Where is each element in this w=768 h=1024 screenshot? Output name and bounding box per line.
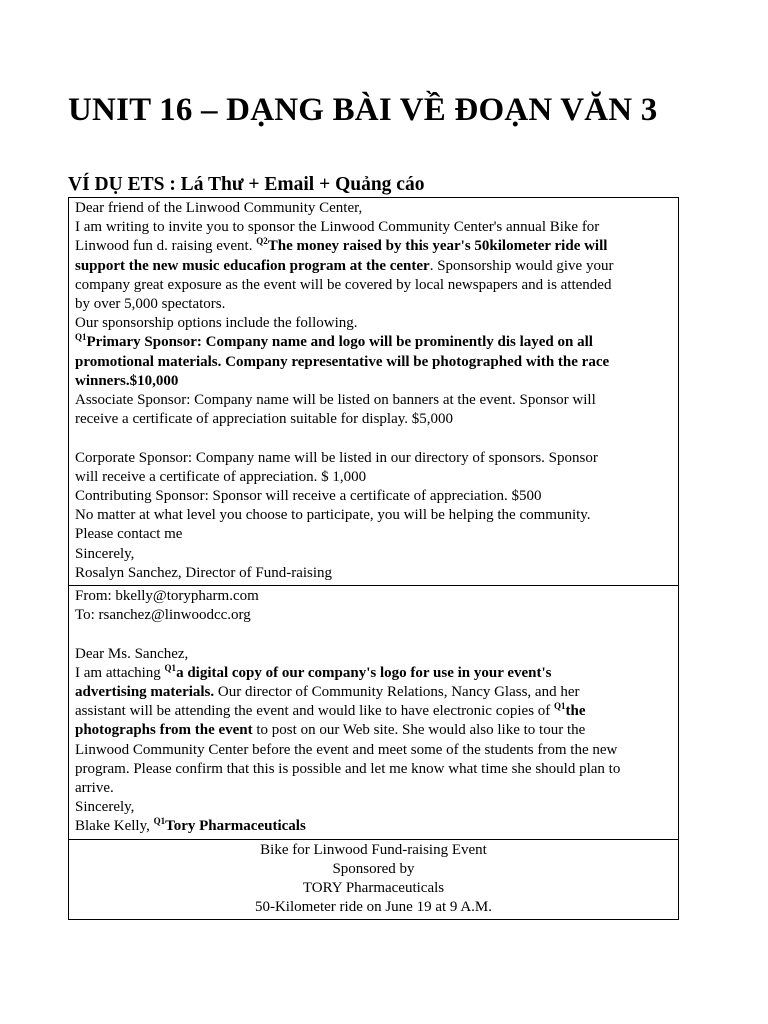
ad-line: TORY Pharmaceuticals [302, 880, 445, 897]
highlighted-text: Primary Sponsor: Company name and logo will be prominently dis layed on all [86, 334, 593, 351]
email-body-line [75, 721, 672, 740]
letter-text: . Sponsorship would give your [429, 257, 614, 274]
corporate-sponsor-line: will receive a certificate of appreciation. $ 1,000 [75, 468, 367, 485]
highlighted-text: support the new music educafion program at the center [75, 257, 430, 274]
question-marker: Q1 [153, 816, 166, 827]
email-body-line: arrive. [75, 780, 114, 797]
highlighted-text: photographs from the event [75, 722, 253, 739]
ad-line: Sponsored by [332, 860, 415, 877]
options-intro: Our sponsorship options include the following. [75, 315, 358, 332]
corporate-sponsor-line: Corporate Sponsor: Company name will be listed in our directory of sponsors. Sponsor [75, 449, 598, 466]
highlighted-text: promotional materials. Company representative will be photographed with the race [75, 353, 610, 370]
question-marker: Q1 [164, 662, 177, 673]
email-text: to post on our Web site. She would also like to tour the [252, 722, 586, 739]
highlighted-text: winners.$10,000 [75, 372, 179, 389]
blank-line [75, 625, 672, 644]
email-text: assistant will be attending the event and would like to have electronic copies of [75, 703, 555, 720]
no-matter-line: No matter at what level you choose to participate, you will be helping the community. [75, 507, 591, 524]
email-text: Blake Kelly, [75, 818, 154, 835]
email-signature [75, 817, 672, 836]
email-cell [69, 585, 678, 839]
email-from: From: bkelly@torypharm.com [75, 588, 259, 605]
primary-sponsor-line [75, 333, 672, 352]
highlighted-text: advertising materials. [75, 684, 215, 701]
question-marker: Q1 [554, 701, 566, 712]
email-body-line [75, 683, 672, 702]
question-marker: Q2 [256, 236, 268, 247]
letter-paragraph-line [75, 237, 672, 256]
advertisement-cell [69, 839, 678, 920]
associate-sponsor-line: Associate Sponsor: Company name will be listed on banners at the event. Sponsor will [75, 392, 596, 409]
passage-table [68, 197, 679, 920]
primary-sponsor-line [75, 353, 672, 372]
associate-sponsor-line: receive a certificate of appreciation suitable for display. $5,000 [75, 411, 454, 428]
letter-paragraph-line: company great exposure as the event will be covered by local newspapers and is attended [75, 276, 612, 293]
page-title: UNIT 16 – DẠNG BÀI VỀ ĐOẠN VĂN 3 [68, 92, 658, 128]
letter-paragraph-line: by over 5,000 spectators. [75, 296, 226, 313]
email-closing: Sincerely, [75, 799, 135, 816]
blank-line [75, 429, 672, 448]
primary-sponsor-line [75, 372, 672, 391]
letter-greeting: Dear friend of the Linwood Community Center, [75, 200, 363, 216]
highlighted-text: Tory Pharmaceuticals [165, 818, 306, 835]
email-to: To: rsanchez@linwoodcc.org [75, 607, 251, 624]
section-subtitle: VÍ DỤ ETS : Lá Thư + Email + Quảng cáo [68, 174, 425, 195]
highlighted-text: The money raised by this year's 50kilometer ride will [267, 238, 608, 255]
contact-line: Please contact me [75, 526, 183, 543]
ad-line: Bike for Linwood Fund-raising Event [260, 841, 487, 858]
email-text: I am attaching [75, 664, 165, 681]
email-greeting: Dear Ms. Sanchez, [75, 645, 189, 662]
email-body-line: program. Please confirm that this is possible and let me know what time she should plan to [75, 760, 621, 777]
highlighted-text: the [565, 703, 586, 720]
letter-cell [69, 198, 678, 585]
ad-line: 50-Kilometer ride on June 19 at 9 A.M. [254, 899, 493, 916]
letter-text: Linwood fun d. raising event. [75, 238, 257, 255]
email-text: Our director of Community Relations, Nancy Glass, and her [214, 684, 580, 701]
email-body-line [75, 702, 672, 721]
email-body-line [75, 664, 672, 683]
contributing-sponsor-line: Contributing Sponsor: Sponsor will receive a certificate of appreciation. $500 [75, 488, 542, 505]
letter-signature: Rosalyn Sanchez, Director of Fund-raising [75, 564, 333, 581]
question-marker: Q1 [75, 332, 87, 343]
letter-closing: Sincerely, [75, 545, 135, 562]
letter-paragraph-line [75, 257, 672, 276]
highlighted-text: a digital copy of our company's logo for use in your event's [176, 664, 552, 681]
email-body-line: Linwood Community Center before the event and meet some of the students from the new [75, 741, 618, 758]
letter-paragraph-line: I am writing to invite you to sponsor the Linwood Community Center's annual Bike for [75, 219, 600, 236]
